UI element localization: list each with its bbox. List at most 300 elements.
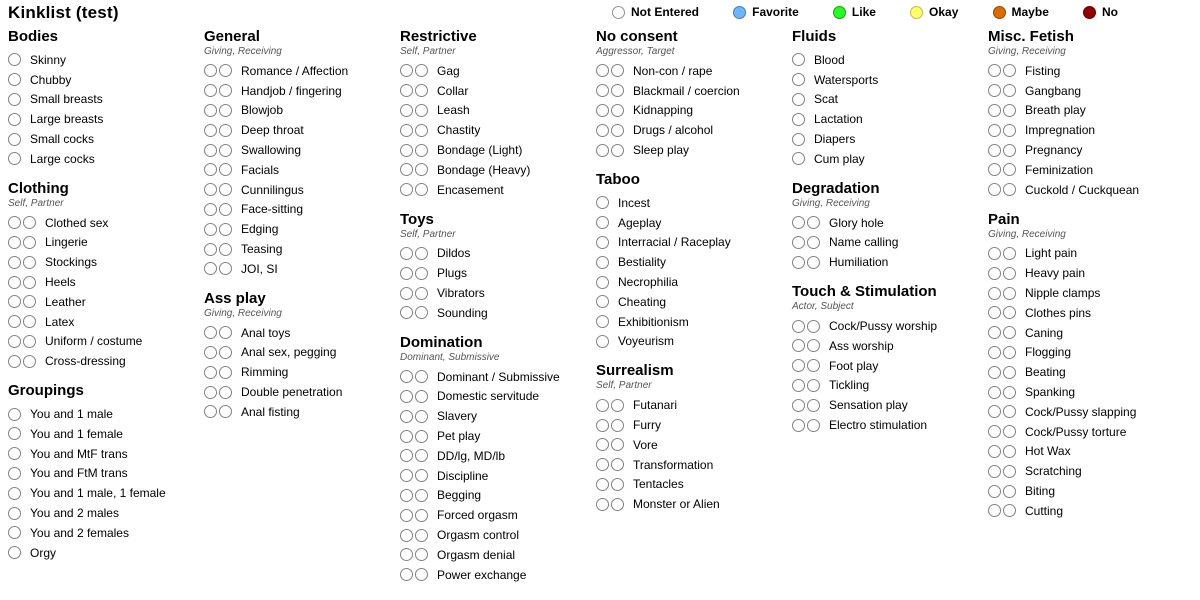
item-label: Pregnancy	[1025, 143, 1083, 158]
choice-circle[interactable]	[792, 73, 805, 86]
choice-circle[interactable]	[8, 447, 21, 460]
choice-circle[interactable]	[1003, 326, 1016, 339]
choice-circle[interactable]	[23, 236, 36, 249]
kink-item-row	[988, 180, 1184, 200]
choice-circle[interactable]	[219, 366, 232, 379]
choice-circle[interactable]	[988, 445, 1001, 458]
choice-circle[interactable]	[219, 405, 232, 418]
legend-label: Not Entered	[631, 5, 700, 19]
choice-circle[interactable]	[611, 84, 624, 97]
item-label: Anal sex, pegging	[241, 345, 337, 360]
choice-circle[interactable]	[792, 133, 805, 146]
choice-circle[interactable]	[204, 243, 217, 256]
choice-circle[interactable]	[792, 93, 805, 106]
category-title: Groupings	[8, 382, 84, 400]
item-label: Chubby	[30, 72, 72, 87]
kink-item-row	[8, 523, 204, 543]
item-label: You and 1 female	[30, 426, 123, 441]
item-label: Edging	[241, 222, 279, 237]
choice-circle[interactable]	[23, 276, 36, 289]
choice-circle[interactable]	[1003, 485, 1016, 498]
choice-circle[interactable]	[400, 469, 413, 482]
item-label: Tentacles	[633, 477, 684, 492]
choice-circle[interactable]	[596, 216, 609, 229]
choice-circle[interactable]	[400, 104, 413, 117]
kink-item-row	[596, 332, 792, 352]
choice-circle[interactable]	[988, 346, 1001, 359]
choice-circle[interactable]	[219, 203, 232, 216]
choice-circle[interactable]	[596, 276, 609, 289]
choice-circle[interactable]	[415, 568, 428, 581]
choice-circle[interactable]	[400, 306, 413, 319]
choice-circle[interactable]	[204, 346, 217, 359]
choice-circle[interactable]	[988, 104, 1001, 117]
choice-circle[interactable]	[204, 262, 217, 275]
choice-circle[interactable]	[204, 144, 217, 157]
choice-circle[interactable]	[219, 243, 232, 256]
choice-circle[interactable]	[415, 469, 428, 482]
choice-circle[interactable]	[1003, 64, 1016, 77]
item-label: Gag	[437, 63, 460, 78]
choice-circle[interactable]	[8, 507, 21, 520]
item-label: Slavery	[437, 409, 478, 424]
category-title: Fluids	[792, 28, 837, 45]
choice-circle[interactable]	[204, 366, 217, 379]
choice-circle[interactable]	[8, 276, 21, 289]
choice-circle[interactable]	[8, 487, 21, 500]
choice-circle[interactable]	[988, 124, 1001, 137]
choice-circle[interactable]	[204, 223, 217, 236]
item-label: Exhibitionism	[618, 314, 689, 329]
kink-item-row	[204, 259, 400, 279]
item-label: Plugs	[437, 266, 468, 281]
category-subtitle: Giving, Receiving	[792, 197, 870, 209]
category-subtitle: Giving, Receiving	[204, 46, 282, 57]
choice-circle[interactable]	[8, 93, 21, 106]
item-label: Vibrators	[437, 286, 485, 301]
item-label: Orgasm control	[437, 528, 520, 543]
choice-circle[interactable]	[596, 399, 609, 412]
choice-circle[interactable]	[415, 410, 428, 423]
kink-item-row	[8, 424, 204, 444]
choice-circle[interactable]	[8, 546, 21, 559]
choice-circle[interactable]	[415, 529, 428, 542]
choice-circle[interactable]	[596, 315, 609, 328]
choice-circle[interactable]	[8, 335, 21, 348]
kink-item-row	[596, 415, 792, 435]
legend-item-okay	[910, 5, 958, 19]
choice-circle[interactable]	[596, 124, 609, 137]
category-title: Misc. Fetish	[988, 28, 1074, 45]
kink-item-row	[400, 505, 596, 525]
choice-circle[interactable]	[8, 73, 21, 86]
choice-circle[interactable]	[596, 104, 609, 117]
choice-circle[interactable]	[23, 335, 36, 348]
choice-circle[interactable]	[596, 498, 609, 511]
choice-circle[interactable]	[204, 64, 217, 77]
choice-circle[interactable]	[1003, 366, 1016, 379]
choice-circle[interactable]	[792, 339, 805, 352]
choice-circle[interactable]	[415, 370, 428, 383]
item-label: Futanari	[633, 398, 678, 413]
choice-circle[interactable]	[596, 84, 609, 97]
choice-circle[interactable]	[792, 216, 805, 229]
choice-circle[interactable]	[400, 568, 413, 581]
choice-circle[interactable]	[8, 467, 21, 480]
choice-circle[interactable]	[400, 529, 413, 542]
item-label: Cock/Pussy torture	[1025, 424, 1127, 439]
choice-circle[interactable]	[219, 124, 232, 137]
item-label: Begging	[437, 488, 482, 503]
choice-circle[interactable]	[8, 152, 21, 165]
choice-circle[interactable]	[204, 405, 217, 418]
kink-item-row	[8, 272, 204, 292]
choice-circle[interactable]	[415, 548, 428, 561]
choice-circle[interactable]	[792, 53, 805, 66]
choice-circle[interactable]	[400, 449, 413, 462]
choice-circle[interactable]	[415, 267, 428, 280]
choice-circle[interactable]	[611, 498, 624, 511]
choice-circle[interactable]	[596, 256, 609, 269]
kink-item-row	[792, 213, 988, 233]
choice-circle[interactable]	[988, 405, 1001, 418]
choice-circle[interactable]	[1003, 386, 1016, 399]
category-title: Touch & Stimulation	[792, 283, 937, 301]
legend-swatch-maybe	[993, 6, 1006, 19]
choice-circle[interactable]	[988, 504, 1001, 517]
category-title: Bodies	[8, 28, 59, 45]
choice-circle[interactable]	[219, 144, 232, 157]
choice-circle[interactable]	[988, 144, 1001, 157]
choice-circle[interactable]	[219, 346, 232, 359]
legend-item-maybe	[993, 5, 1049, 19]
choice-circle[interactable]	[792, 359, 805, 372]
choice-circle[interactable]	[400, 489, 413, 502]
kink-item-row	[988, 461, 1184, 481]
kink-item-row	[596, 61, 792, 81]
choice-circle[interactable]	[1003, 104, 1016, 117]
choice-circle[interactable]	[1003, 183, 1016, 196]
choice-circle[interactable]	[596, 196, 609, 209]
choice-circle[interactable]	[219, 104, 232, 117]
choice-circle[interactable]	[8, 236, 21, 249]
choice-circle[interactable]	[1003, 144, 1016, 157]
choice-circle[interactable]	[400, 183, 413, 196]
item-label: Watersports	[814, 72, 879, 87]
item-label: Flogging	[1025, 345, 1072, 360]
category-ass-play	[204, 290, 400, 422]
item-label: Anal toys	[241, 325, 291, 340]
choice-circle[interactable]	[988, 183, 1001, 196]
choice-circle[interactable]	[792, 399, 805, 412]
choice-circle[interactable]	[23, 355, 36, 368]
choice-circle[interactable]	[988, 84, 1001, 97]
choice-circle[interactable]	[400, 370, 413, 383]
item-label: Cock/Pussy slapping	[1025, 404, 1137, 419]
item-label: Discipline	[437, 468, 489, 483]
choice-circle[interactable]	[400, 64, 413, 77]
choice-circle[interactable]	[611, 478, 624, 491]
choice-circle[interactable]	[219, 84, 232, 97]
choice-circle[interactable]	[219, 326, 232, 339]
choice-circle[interactable]	[415, 306, 428, 319]
choice-circle[interactable]	[1003, 306, 1016, 319]
choice-circle[interactable]	[23, 315, 36, 328]
kink-item-row	[8, 444, 204, 464]
choice-circle[interactable]	[807, 359, 820, 372]
choice-circle[interactable]	[219, 223, 232, 236]
kink-item-row	[8, 464, 204, 484]
choice-circle[interactable]	[792, 256, 805, 269]
choice-circle[interactable]	[415, 124, 428, 137]
choice-circle[interactable]	[415, 183, 428, 196]
item-label: Teasing	[241, 242, 283, 257]
choice-circle[interactable]	[596, 458, 609, 471]
choice-circle[interactable]	[8, 133, 21, 146]
choice-circle[interactable]	[400, 430, 413, 443]
choice-circle[interactable]	[988, 386, 1001, 399]
choice-circle[interactable]	[596, 236, 609, 249]
legend-swatch-no	[1083, 6, 1096, 19]
choice-circle[interactable]	[219, 183, 232, 196]
choice-circle[interactable]	[8, 256, 21, 269]
item-label: Deep throat	[241, 123, 304, 138]
choice-circle[interactable]	[988, 287, 1001, 300]
choice-circle[interactable]	[204, 183, 217, 196]
choice-circle[interactable]	[204, 163, 217, 176]
choice-circle[interactable]	[204, 326, 217, 339]
choice-circle[interactable]	[1003, 405, 1016, 418]
choice-circle[interactable]	[204, 386, 217, 399]
choice-circle[interactable]	[8, 408, 21, 421]
choice-circle[interactable]	[415, 104, 428, 117]
choice-circle[interactable]	[1003, 163, 1016, 176]
choice-circle[interactable]	[219, 64, 232, 77]
kink-item-row	[8, 90, 204, 110]
choice-circle[interactable]	[988, 163, 1001, 176]
choice-circle[interactable]	[400, 287, 413, 300]
legend-label: Okay	[929, 5, 959, 19]
choice-circle[interactable]	[988, 366, 1001, 379]
item-label: Gangbang	[1025, 83, 1082, 98]
choice-circle[interactable]	[988, 485, 1001, 498]
choice-circle[interactable]	[400, 247, 413, 260]
choice-circle[interactable]	[807, 216, 820, 229]
item-label: Encasement	[437, 182, 504, 197]
choice-circle[interactable]	[807, 379, 820, 392]
category-pain	[988, 211, 1184, 521]
choice-circle[interactable]	[596, 144, 609, 157]
choice-circle[interactable]	[611, 419, 624, 432]
choice-circle[interactable]	[988, 425, 1001, 438]
choice-circle[interactable]	[400, 84, 413, 97]
column-4	[596, 28, 792, 585]
kink-item-row	[400, 140, 596, 160]
choice-circle[interactable]	[807, 339, 820, 352]
choice-circle[interactable]	[807, 320, 820, 333]
choice-circle[interactable]	[611, 144, 624, 157]
choice-circle[interactable]	[204, 104, 217, 117]
category-title: Surrealism	[596, 362, 674, 380]
choice-circle[interactable]	[1003, 247, 1016, 260]
choice-circle[interactable]	[219, 262, 232, 275]
choice-circle[interactable]	[8, 113, 21, 126]
choice-circle[interactable]	[415, 430, 428, 443]
choice-circle[interactable]	[1003, 425, 1016, 438]
choice-circle[interactable]	[8, 216, 21, 229]
choice-circle[interactable]	[611, 399, 624, 412]
kink-item-row	[8, 332, 204, 352]
choice-circle[interactable]	[596, 335, 609, 348]
choice-circle[interactable]	[400, 144, 413, 157]
kink-item-row	[792, 336, 988, 356]
legend-item-like	[833, 5, 876, 19]
choice-circle[interactable]	[792, 152, 805, 165]
choice-circle[interactable]	[1003, 445, 1016, 458]
kink-item-row	[204, 382, 400, 402]
item-label: Facials	[241, 162, 280, 177]
item-label: Vore	[633, 437, 658, 452]
choice-circle[interactable]	[400, 124, 413, 137]
choice-circle[interactable]	[8, 427, 21, 440]
kink-item-row	[988, 442, 1184, 462]
choice-circle[interactable]	[611, 438, 624, 451]
column-6	[988, 28, 1184, 585]
choice-circle[interactable]	[415, 449, 428, 462]
item-label: Furry	[633, 418, 661, 433]
choice-circle[interactable]	[792, 236, 805, 249]
choice-circle[interactable]	[1003, 84, 1016, 97]
choice-circle[interactable]	[415, 489, 428, 502]
choice-circle[interactable]	[596, 64, 609, 77]
choice-circle[interactable]	[400, 267, 413, 280]
item-label: Sounding	[437, 305, 488, 320]
choice-circle[interactable]	[204, 124, 217, 137]
choice-circle[interactable]	[219, 163, 232, 176]
category-restrictive	[400, 28, 596, 200]
item-label: Heavy pain	[1025, 266, 1086, 281]
kink-item-row	[204, 160, 400, 180]
choice-circle[interactable]	[596, 295, 609, 308]
choice-circle[interactable]	[8, 526, 21, 539]
choice-circle[interactable]	[988, 247, 1001, 260]
choice-circle[interactable]	[792, 113, 805, 126]
item-label: Sleep play	[633, 143, 690, 158]
choice-circle[interactable]	[1003, 267, 1016, 280]
choice-circle[interactable]	[8, 53, 21, 66]
choice-circle[interactable]	[400, 390, 413, 403]
kink-item-row	[792, 395, 988, 415]
choice-circle[interactable]	[807, 399, 820, 412]
choice-circle[interactable]	[1003, 465, 1016, 478]
choice-circle[interactable]	[611, 458, 624, 471]
choice-circle[interactable]	[1003, 124, 1016, 137]
kink-item-row	[988, 81, 1184, 101]
kink-item-row	[204, 402, 400, 422]
choice-circle[interactable]	[611, 124, 624, 137]
choice-circle[interactable]	[988, 326, 1001, 339]
choice-circle[interactable]	[400, 548, 413, 561]
category-fluids	[792, 28, 988, 169]
choice-circle[interactable]	[988, 267, 1001, 280]
choice-circle[interactable]	[23, 216, 36, 229]
item-label: Non-con / rape	[633, 63, 713, 78]
kink-item-row	[988, 283, 1184, 303]
choice-circle[interactable]	[23, 295, 36, 308]
choice-circle[interactable]	[988, 306, 1001, 319]
legend-item-favorite	[733, 5, 799, 19]
choice-circle[interactable]	[400, 410, 413, 423]
item-label: Glory hole	[829, 215, 884, 230]
choice-circle[interactable]	[596, 478, 609, 491]
choice-circle[interactable]	[611, 104, 624, 117]
choice-circle[interactable]	[415, 144, 428, 157]
choice-circle[interactable]	[988, 465, 1001, 478]
choice-circle[interactable]	[415, 509, 428, 522]
choice-circle[interactable]	[792, 320, 805, 333]
choice-circle[interactable]	[807, 256, 820, 269]
kink-item-row	[8, 109, 204, 129]
choice-circle[interactable]	[8, 295, 21, 308]
item-label: Blood	[814, 52, 845, 67]
item-label: Bondage (Light)	[437, 143, 523, 158]
item-label: Fisting	[1025, 63, 1061, 78]
kink-item-row	[596, 272, 792, 292]
legend-label: Favorite	[752, 5, 799, 19]
kink-item-row	[596, 233, 792, 253]
item-label: You and 2 females	[30, 525, 129, 540]
item-label: Heels	[45, 275, 76, 290]
choice-circle[interactable]	[415, 247, 428, 260]
choice-circle[interactable]	[204, 203, 217, 216]
kink-item-row	[204, 101, 400, 121]
choice-circle[interactable]	[1003, 346, 1016, 359]
choice-circle[interactable]	[8, 315, 21, 328]
kink-item-row	[8, 503, 204, 523]
choice-circle[interactable]	[400, 163, 413, 176]
item-label: Sensation play	[829, 398, 908, 413]
choice-circle[interactable]	[1003, 287, 1016, 300]
item-label: Ass worship	[829, 338, 894, 353]
choice-circle[interactable]	[611, 64, 624, 77]
choice-circle[interactable]	[8, 355, 21, 368]
choice-circle[interactable]	[415, 287, 428, 300]
choice-circle[interactable]	[23, 256, 36, 269]
choice-circle[interactable]	[415, 64, 428, 77]
category-title: Restrictive	[400, 28, 477, 45]
choice-circle[interactable]	[596, 438, 609, 451]
choice-circle[interactable]	[596, 419, 609, 432]
choice-circle[interactable]	[415, 163, 428, 176]
item-label: Foot play	[829, 358, 879, 373]
kink-item-row	[400, 101, 596, 121]
choice-circle[interactable]	[792, 379, 805, 392]
choice-circle[interactable]	[792, 419, 805, 432]
choice-circle[interactable]	[1003, 504, 1016, 517]
choice-circle[interactable]	[204, 84, 217, 97]
choice-circle[interactable]	[400, 509, 413, 522]
choice-circle[interactable]	[219, 386, 232, 399]
choice-circle[interactable]	[415, 84, 428, 97]
choice-circle[interactable]	[807, 236, 820, 249]
kink-item-row	[8, 70, 204, 90]
choice-circle[interactable]	[807, 419, 820, 432]
choice-circle[interactable]	[988, 64, 1001, 77]
column-1	[8, 28, 204, 585]
item-label: Caning	[1025, 325, 1064, 340]
choice-circle[interactable]	[415, 390, 428, 403]
item-label: Face-sitting	[241, 202, 304, 217]
